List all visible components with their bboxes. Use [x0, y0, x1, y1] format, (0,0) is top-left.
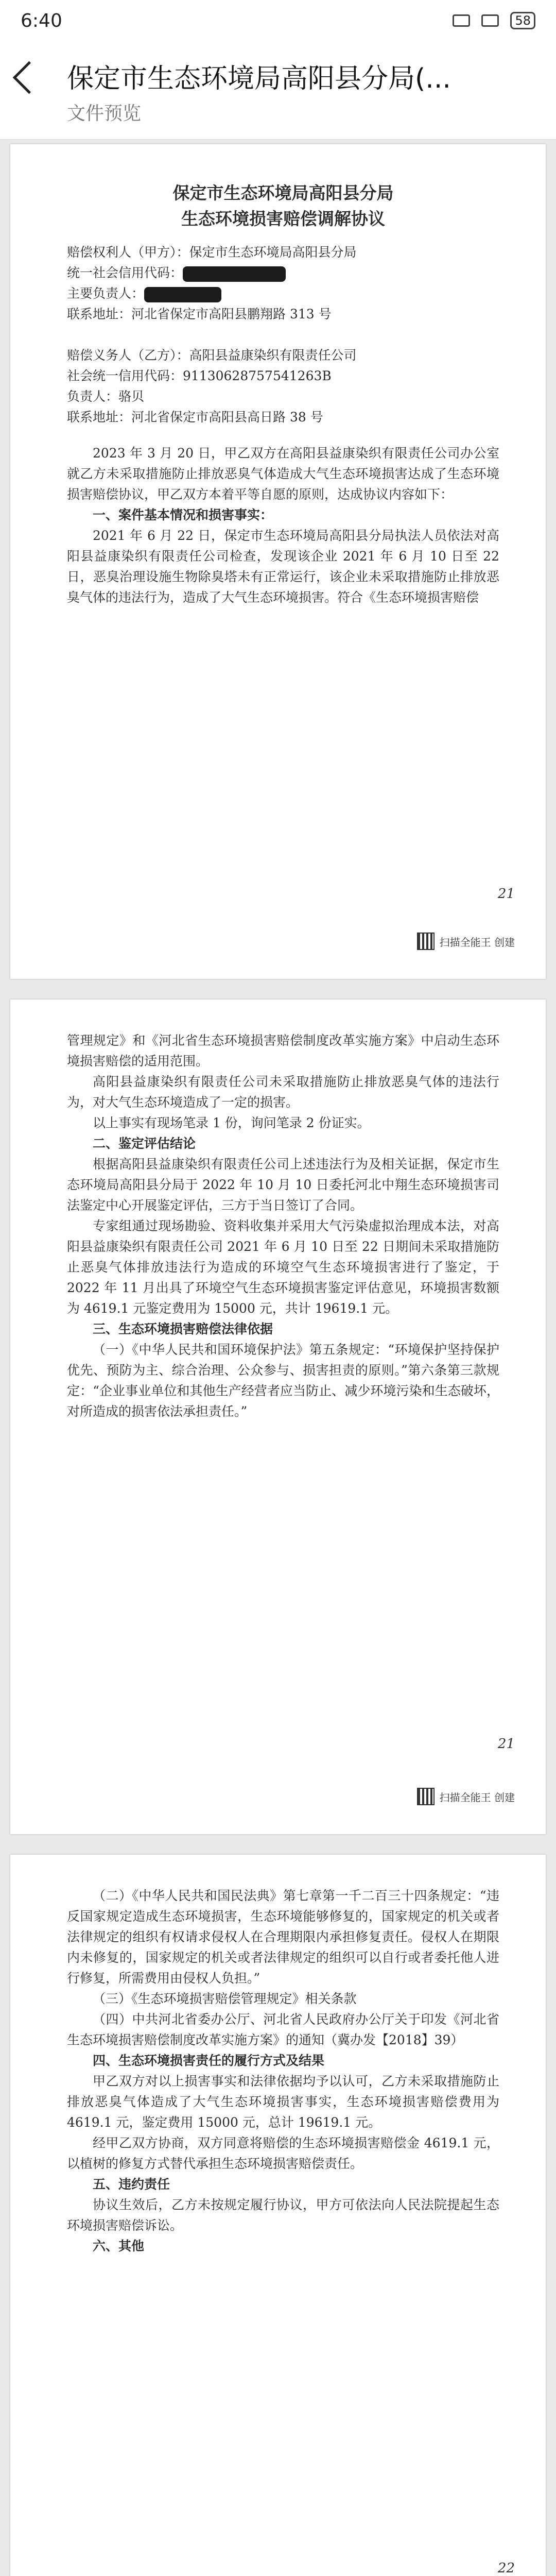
qr-code-icon: [417, 1788, 435, 1805]
doc-paragraph: 2021 年 6 月 22 日，保定市生态环境局高阳县分局执法人员依法对高阳县益康染织有限责任公司检查，发现该企业 2021 年 6 月 10 日至 22 日，恶臭治理设施生物除臭塔未有正常运行，该企业未采取措施防止排放恶臭气体的违法行为，造成了大气生态环境损害。符合《生态环境损害赔偿: [67, 528, 499, 605]
doc-line: 社会统一信用代码：91130628757541263B: [67, 368, 332, 383]
doc-line: 统一社会信用代码：: [67, 263, 499, 283]
page-number: 21: [497, 886, 515, 902]
document-page-1: [10, 144, 546, 979]
section-heading: 六、其他: [93, 2239, 145, 2253]
redaction: [144, 287, 221, 302]
doc-title-2: 生态环境损害赔偿调解协议: [181, 209, 385, 229]
doc-line: 负责人：骆贝: [67, 389, 145, 404]
signal-icon: [453, 14, 470, 27]
section-heading: 三、生态环境损害赔偿法律依据: [93, 1321, 273, 1336]
doc-paragraph: （三）《生态环境损害赔偿管理规定》相关条款: [93, 1991, 357, 2006]
status-bar: [0, 0, 556, 41]
doc-line: 联系地址：河北省保定市高阳县高日路 38 号: [67, 410, 323, 425]
doc-line: 联系地址：河北省保定市高阳县鹏翔路 313 号: [67, 307, 332, 321]
status-time: 6:40: [21, 10, 62, 31]
section-heading: 五、违约责任: [93, 2177, 170, 2192]
app-subtitle: 文件预览: [67, 103, 142, 124]
doc-line: 主要负责人：: [67, 283, 499, 304]
doc-paragraph: 管理规定》和《河北省生态环境损害赔偿制度改革实施方案》中启动生态环境损害赔偿的适用范围。: [67, 1033, 499, 1069]
battery-icon: 58: [510, 12, 535, 29]
doc-paragraph: 经甲乙双方协商，双方同意将赔偿的生态环境损害赔偿金 4619.1 元，以植树的修复方式替代承担生态环境损害赔偿责任。: [67, 2136, 499, 2171]
back-arrow-icon[interactable]: [13, 61, 46, 94]
scan-watermark: 扫描全能王 创建: [417, 1788, 515, 1805]
doc-line: 赔偿权利人（甲方）：保定市生态环境局高阳县分局: [67, 245, 357, 260]
doc-paragraph: （一）《中华人民共和国环境保护法》第五条规定：“环境保护坚持保护优先、预防为主、综合治理、公众参与、损害担责的原则。”第六条第三款规定：“企业事业单位和其他生产经营者应当防止、减少环境污染和生态破坏，对所造成的损害依法承担责任。”: [67, 1342, 499, 1419]
section-heading: 二、鉴定评估结论: [93, 1136, 196, 1151]
doc-title-1: 保定市生态环境局高阳县分局: [172, 183, 394, 203]
app-bar: [0, 41, 556, 140]
doc-paragraph: 高阳县益康染织有限责任公司未采取措施防止排放恶臭气体的违法行为，对大气生态环境造成了一定的损害。: [67, 1074, 499, 1110]
status-icons: [453, 12, 535, 29]
doc-paragraph: （二）《中华人民共和国民法典》第七章第一千二百三十四条规定：“违反国家规定造成生态环境损害，生态环境能够修复的，国家规定的机关或者法律规定的组织有权请求侵权人在合理期限内承担修复责任。侵权人在期限内未修复的，国家规定的机关或者法律规定的组织可以自行或者委托他人进行修复，所需费用由侵权人负担。”: [67, 1888, 499, 1986]
page-number: 21: [497, 1736, 515, 1752]
doc-line: [67, 325, 499, 345]
wifi-icon: [481, 14, 499, 27]
doc-paragraph: 协议生效后，乙方未按规定履行协议，甲方可依法向人民法院提起生态环境损害赔偿诉讼。: [67, 2197, 499, 2233]
scan-watermark: 扫描全能王 创建: [417, 933, 515, 950]
document-page-2: [10, 999, 546, 1834]
doc-line: 赔偿义务人（乙方）：高阳县益康染织有限责任公司: [67, 348, 357, 363]
app-title: 保定市生态环境局高阳县分局(...: [67, 63, 451, 94]
doc-paragraph: （四）中共河北省委办公厅、河北省人民政府办公厅关于印发《河北省生态环境损害赔偿制度改革实施方案》的通知（冀办发【2018】39）: [67, 2012, 499, 2047]
section-heading: 一、案件基本情况和损害事实：: [93, 507, 273, 522]
doc-paragraph: 根据高阳县益康染织有限责任公司上述违法行为及相关证据，保定市生态环境局高阳县分局于 2022 年 10 月 10 日委托河北中翔生态环境损害司法鉴定中心开展鉴定评估，三方于当日签订了合同。: [67, 1157, 499, 1213]
doc-paragraph: 以上事实有现场笔录 1 份，询问笔录 2 份证实。: [93, 1115, 370, 1130]
doc-paragraph: 甲乙双方对以上损害事实和法律依据均予以认可，乙方未采取措施防止排放恶臭气体造成了大气生态环境损害事实，生态环境损害赔偿费用为 4619.1 元，鉴定费用 15000 元，总计 19619.1 元。: [67, 2074, 499, 2130]
redaction: [183, 266, 286, 282]
page-number: 22: [497, 2561, 515, 2576]
document-page-3: [10, 1855, 546, 2576]
section-heading: 四、生态环境损害责任的履行方式及结果: [93, 2053, 325, 2068]
doc-paragraph: 专家组通过现场勘验、资料收集并采用大气污染虚拟治理成本法，对高阳县益康染织有限责任公司 2021 年 6 月 10 日至 22 日期间未采取措施防止恶臭气体排放违法行为造成的环境空气生态环境损害进行了鉴定，于 2022 年 11 月出具了环境空气生态环境损害鉴定评估意见，环境损害数额为 4619.1 元鉴定费用为 15000 元，共计 19619.1 元。: [67, 1218, 499, 1316]
qr-code-icon: [417, 933, 435, 950]
doc-paragraph: 2023 年 3 月 20 日，甲乙双方在高阳县益康染织有限责任公司办公室就乙方未采取措施防止排放恶臭气体造成大气生态环境损害达成了生态环境损害赔偿协议，甲乙双方本着平等自愿的原则，达成协议内容如下：: [67, 446, 499, 502]
